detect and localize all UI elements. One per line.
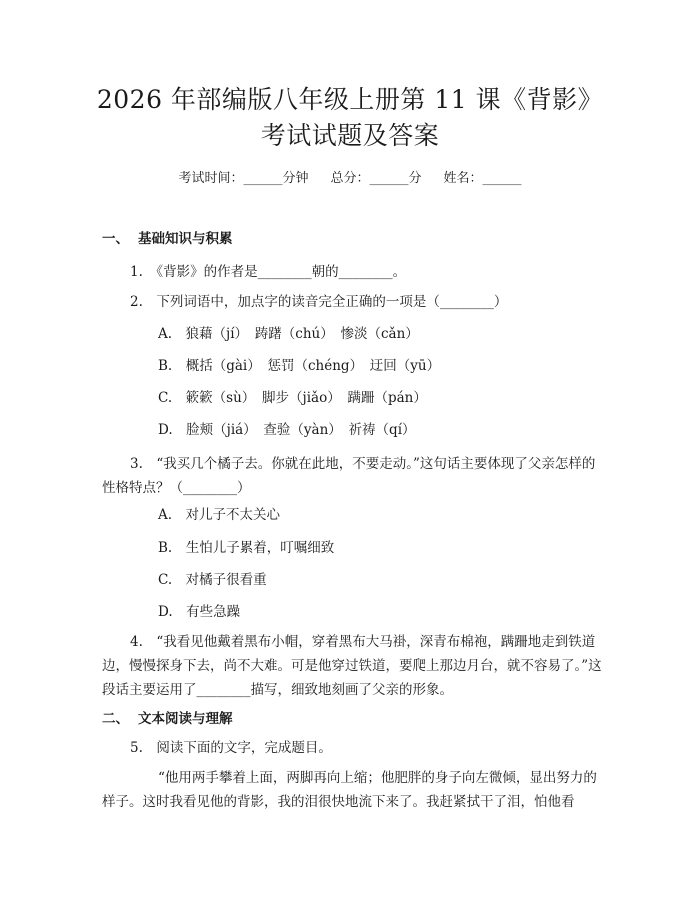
exam-student-name: 姓名：______	[443, 171, 522, 186]
question-5	[102, 736, 604, 760]
section-label: 基础知识与积累	[138, 231, 233, 247]
question-2-option-b: B. 概括（gài） 惩罚（chéng） 迂回（yū）	[158, 358, 441, 374]
reading-passage-text: “他用两手攀着上面，两脚再向上缩；他肥胖的身子向左微倾，显出努力的样子。这时我看见他的背影，我的泪很快地流下来了。我赶紧拭干了泪，怕他看	[102, 770, 597, 810]
question-2	[102, 290, 604, 314]
question-1	[102, 260, 604, 284]
exam-info-line	[0, 170, 700, 188]
section-label: 文本阅读与理解	[138, 711, 233, 727]
question-3-option-d: D. 有些急躁	[158, 604, 241, 620]
question-1-text: 1. 《背影》的作者是________朝的________。	[130, 264, 407, 280]
question-2-option-c: C. 簌簌（sù） 脚步（jiǎo） 蹒跚（pán）	[158, 390, 427, 406]
question-2-option-d: D. 脸颊（jiá） 查验（yàn） 祈祷（qí）	[158, 422, 416, 438]
question-3-option-a: A. 对儿子不太关心	[158, 507, 281, 523]
question-3-text: 3. “我买几个橘子去。你就在此地，不要走动。”这句话主要体现了父亲怎样的性格特点？（________）	[102, 456, 596, 496]
exam-title-line-1: 2026 年部编版八年级上册第 11 课《背影》	[96, 85, 604, 114]
question-4-text: 4. “我看见他戴着黑布小帽，穿着黑布大马褂，深青布棉袍，蹒跚地走到铁道边，慢慢探身下去，尚不大难。可是他穿过铁道，要爬上那边月台，就不容易了。”这段话主要运用了________描写，细致地刻画了父亲的形象。	[102, 634, 602, 698]
section-heading-2	[102, 710, 233, 728]
question-3-option-c: C. 对橘子很看重	[158, 572, 267, 588]
exam-time: 考试时间：______分钟	[178, 171, 309, 186]
section-number: 一、	[102, 231, 129, 247]
question-2-text: 2. 下列词语中，加点字的读音完全正确的一项是（________）	[130, 294, 508, 310]
question-3-option-b: B. 生怕儿子累着，叮嘱细致	[158, 540, 335, 556]
question-3	[102, 452, 604, 500]
question-4	[102, 630, 604, 702]
exam-total-score: 总分：______分	[330, 171, 422, 186]
reading-passage	[102, 766, 604, 814]
section-heading-1	[102, 230, 233, 248]
section-number: 二、	[102, 711, 129, 727]
exam-title-line-2: 考试试题及答案	[260, 121, 440, 150]
question-5-text: 5. 阅读下面的文字，完成题目。	[130, 740, 332, 756]
question-2-option-a: A. 狼藉（jí） 踌躇（chú） 惨淡（cǎn）	[158, 326, 419, 342]
